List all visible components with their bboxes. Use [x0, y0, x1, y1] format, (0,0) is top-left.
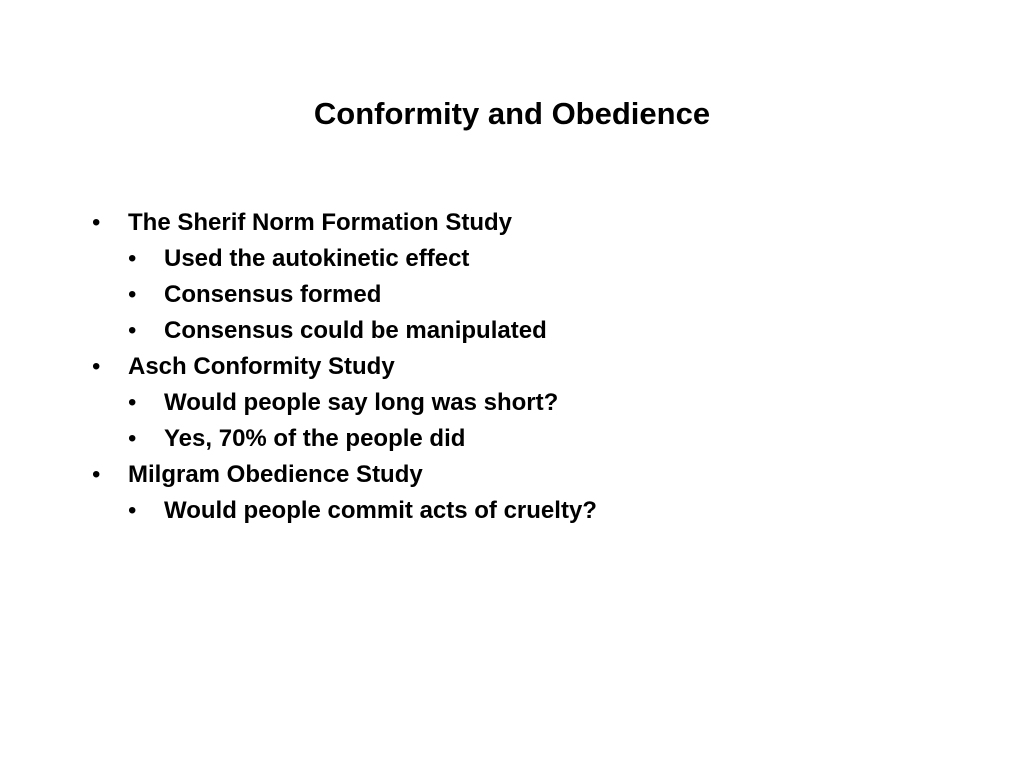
- bullet-icon: •: [128, 245, 137, 272]
- bullet-text: Asch Conformity Study: [128, 353, 395, 380]
- bullet-text: Yes, 70% of the people did: [164, 425, 466, 452]
- bullet-text: The Sherif Norm Formation Study: [128, 209, 513, 236]
- bullet-icon: •: [92, 461, 101, 488]
- bullet-item-milgram-study: [0, 457, 1024, 493]
- bullet-icon: •: [128, 497, 137, 524]
- bullet-text: Would people say long was short?: [164, 389, 559, 416]
- bullet-item-sherif-study: [0, 205, 1024, 241]
- bullet-item-consensus-formed: [0, 277, 1024, 313]
- bullet-icon: •: [92, 209, 101, 236]
- bullet-item-autokinetic-effect: [0, 241, 1024, 277]
- bullet-item-consensus-manipulated: [0, 313, 1024, 349]
- bullet-list: [0, 205, 1024, 529]
- bullet-item-acts-of-cruelty: [0, 493, 1024, 529]
- bullet-item-asch-study: [0, 349, 1024, 385]
- bullet-icon: •: [128, 425, 137, 452]
- bullet-item-long-was-short: [0, 385, 1024, 421]
- bullet-item-seventy-percent: [0, 421, 1024, 457]
- bullet-text: Milgram Obedience Study: [128, 461, 423, 488]
- bullet-icon: •: [128, 317, 137, 344]
- bullet-text: Consensus formed: [164, 281, 382, 308]
- bullet-text: Consensus could be manipulated: [164, 317, 547, 344]
- bullet-text: Would people commit acts of cruelty?: [164, 497, 597, 524]
- bullet-text: Used the autokinetic effect: [164, 245, 470, 272]
- bullet-icon: •: [128, 389, 137, 416]
- slide-title: Conformity and Obedience: [313, 96, 711, 131]
- bullet-icon: •: [92, 353, 101, 380]
- bullet-icon: •: [128, 281, 137, 308]
